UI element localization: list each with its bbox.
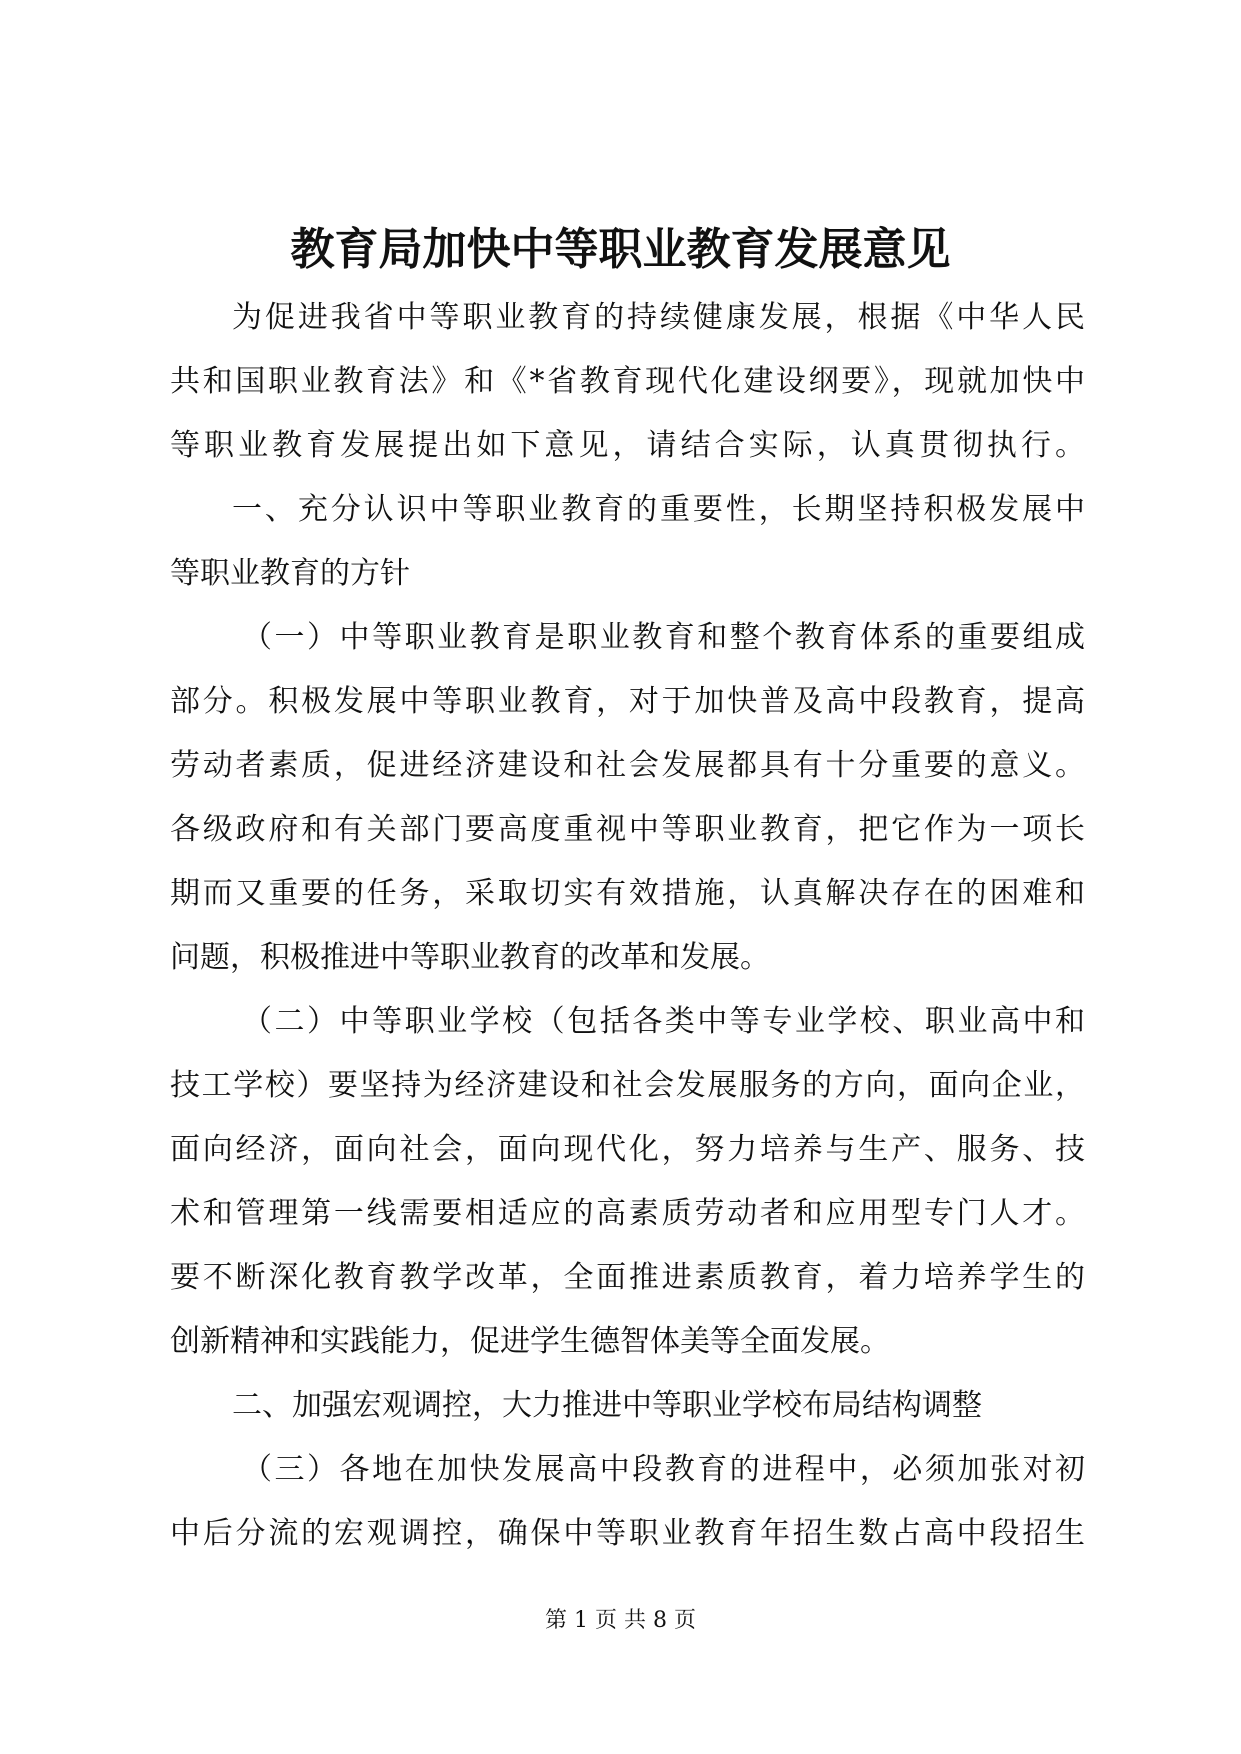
body-line: 问题，积极推进中等职业教育的改革和发展。: [170, 940, 770, 975]
section-heading-line: 等职业教育的方针: [170, 556, 410, 591]
body-line: 创新精神和实践能力，促进学生德智体美等全面发展。: [170, 1324, 890, 1359]
page-footer: 第 1 页 共 8 页: [545, 1608, 696, 1633]
body-line: 面向经济，面向社会，面向现代化，努力培养与生产、服务、技: [170, 1132, 1085, 1167]
body-line: 期而又重要的任务，采取切实有效措施，认真解决存在的困难和: [170, 876, 1085, 911]
body-line: （一）中等职业教育是职业教育和整个教育体系的重要组成: [242, 620, 1085, 655]
body-line: 劳动者素质，促进经济建设和社会发展都具有十分重要的意义。: [170, 748, 1085, 783]
body-line: 技工学校）要坚持为经济建设和社会发展服务的方向，面向企业，: [170, 1068, 1085, 1103]
body-line: 术和管理第一线需要相适应的高素质劳动者和应用型专门人才。: [170, 1196, 1085, 1231]
section-heading-line: 二、加强宏观调控，大力推进中等职业学校布局结构调整: [232, 1388, 982, 1423]
body-line: 共和国职业教育法》和《*省教育现代化建设纲要》，现就加快中: [170, 364, 1085, 399]
body-line: （二）中等职业学校（包括各类中等专业学校、职业高中和: [242, 1004, 1085, 1039]
document-title: 教育局加快中等职业教育发展意见: [290, 224, 951, 275]
body-line: （三）各地在加快发展高中段教育的进程中，必须加张对初: [242, 1452, 1085, 1487]
body-line: 要不断深化教育教学改革，全面推进素质教育，着力培养学生的: [170, 1260, 1085, 1295]
section-heading-line: 一、充分认识中等职业教育的重要性，长期坚持积极发展中: [232, 492, 1085, 527]
body-line: 等职业教育发展提出如下意见，请结合实际，认真贯彻执行。: [170, 428, 1085, 463]
body-line: 部分。积极发展中等职业教育，对于加快普及高中段教育，提高: [170, 684, 1085, 719]
body-line: 各级政府和有关部门要高度重视中等职业教育，把它作为一项长: [170, 812, 1085, 847]
document-body: [170, 286, 1085, 1566]
body-line: 为促进我省中等职业教育的持续健康发展，根据《中华人民: [232, 300, 1085, 335]
body-line: 中后分流的宏观调控，确保中等职业教育年招生数占高中段招生: [170, 1516, 1085, 1551]
